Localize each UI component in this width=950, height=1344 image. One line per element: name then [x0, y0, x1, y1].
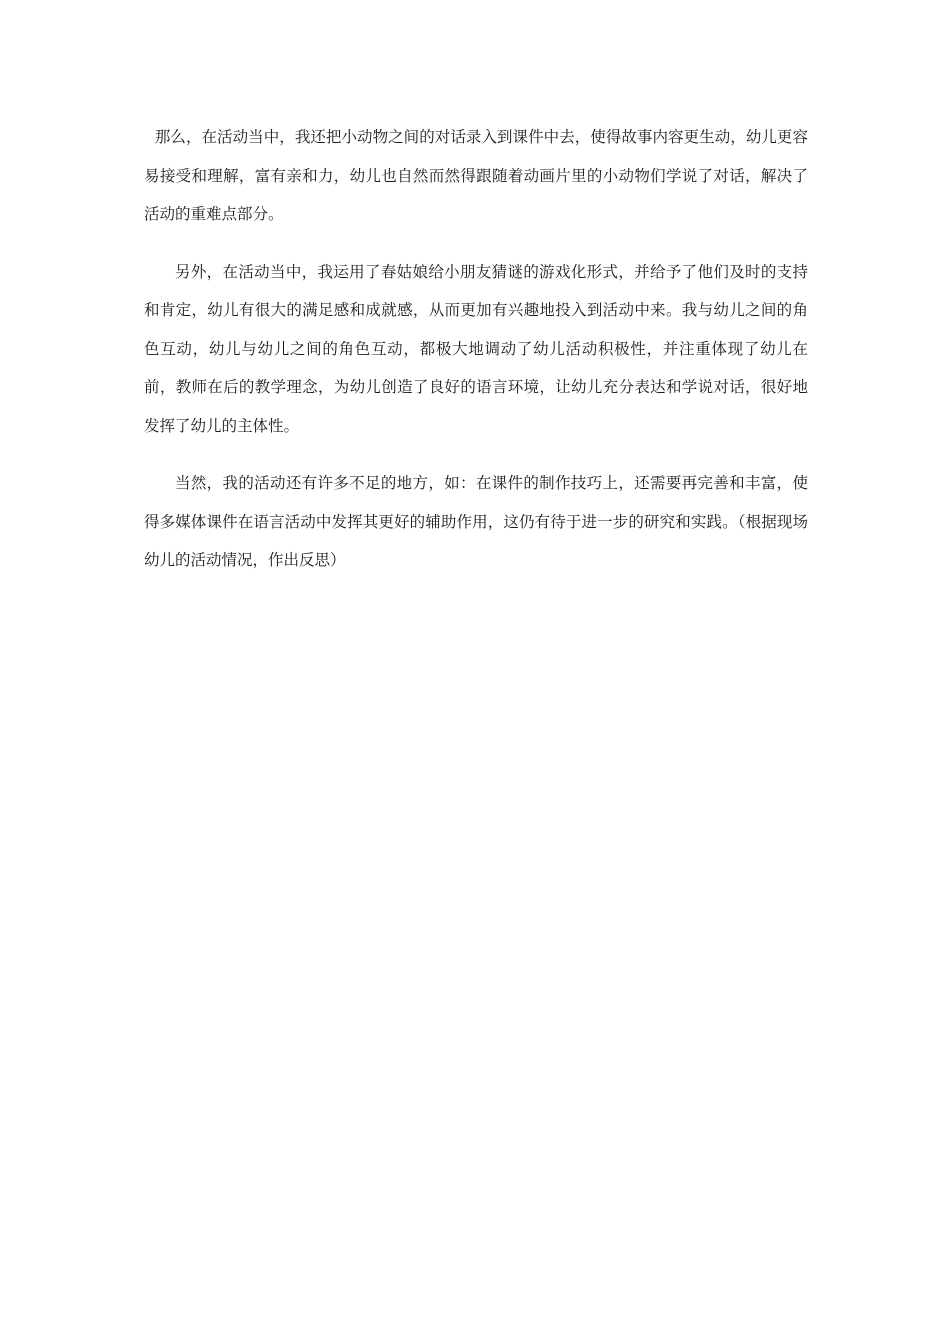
document-body — [144, 118, 808, 599]
paragraph-3: 当然，我的活动还有许多不足的地方，如：在课件的制作技巧上，还需要再完善和丰富，使得多媒体课件在语言活动中发挥其更好的辅助作用，这仍有待于进一步的研究和实践。（根据现场幼儿的活动情况，作出反思） — [144, 474, 808, 569]
paragraph-1: 那么，在活动当中，我还把小动物之间的对话录入到课件中去，使得故事内容更生动，幼儿更容易接受和理解，富有亲和力，幼儿也自然而然得跟随着动画片里的小动物们学说了对话，解决了活动的重难点部分。 — [144, 128, 808, 223]
paragraph-2: 另外，在活动当中，我运用了春姑娘给小朋友猜谜的游戏化形式，并给予了他们及时的支持和肯定，幼儿有很大的满足感和成就感，从而更加有兴趣地投入到活动中来。我与幼儿之间的角色互动，幼儿与幼儿之间的角色互动，都极大地调动了幼儿活动积极性，并注重体现了幼儿在前，教师在后的教学理念，为幼儿创造了良好的语言环境，让幼儿充分表达和学说对话，很好地发挥了幼儿的主体性。 — [144, 262, 808, 435]
